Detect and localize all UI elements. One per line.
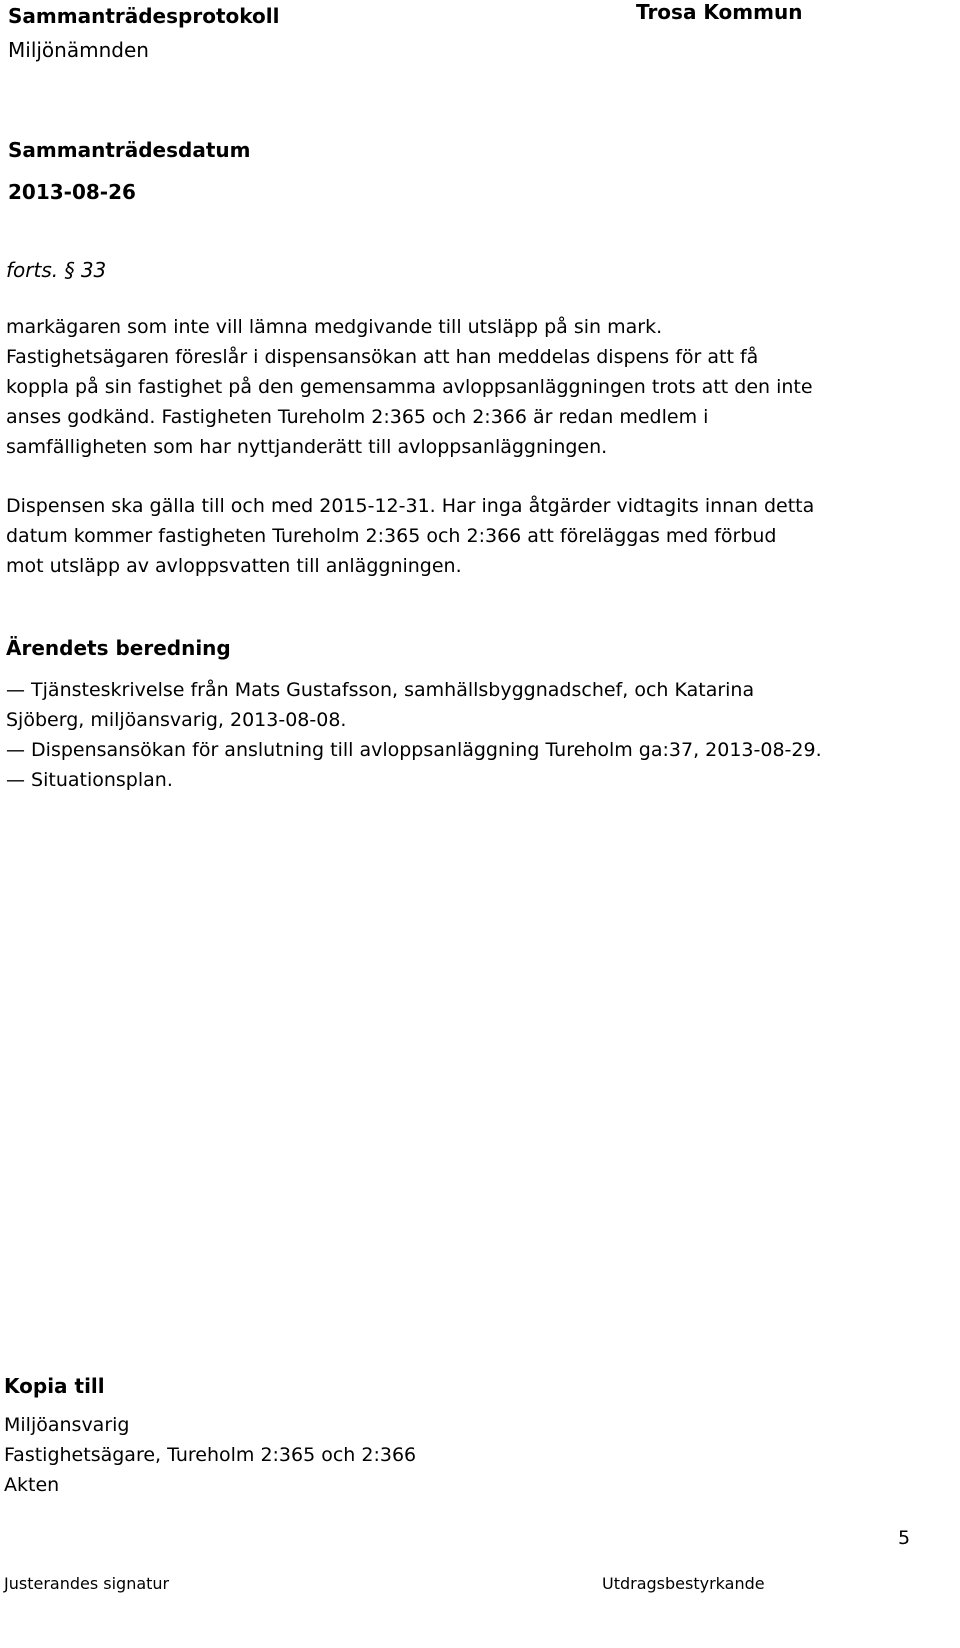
committee-name: Miljönämnden	[8, 38, 149, 62]
meeting-date-label: Sammanträdesdatum	[8, 138, 251, 162]
kopia-heading: Kopia till	[4, 1374, 105, 1398]
organization-name: Trosa Kommun	[636, 0, 803, 24]
paragraph-line: datum kommer fastigheten Tureholm 2:365 och 2:366 att föreläggas med förbud	[6, 525, 777, 547]
paragraph-line: Fastighetsägaren föreslår i dispensansökan att han meddelas dispens för att få	[6, 346, 759, 368]
paragraph-line: samfälligheten som har nyttjanderätt till avloppsanläggningen.	[6, 436, 608, 458]
list-item: — Situationsplan.	[6, 769, 173, 791]
document-type: Sammanträdesprotokoll	[8, 4, 280, 28]
list-item: Sjöberg, miljöansvarig, 2013-08-08.	[6, 709, 347, 731]
list-item: Akten	[4, 1474, 60, 1496]
paragraph-line: markägaren som inte vill lämna medgivande till utsläpp på sin mark.	[6, 316, 663, 338]
footer-signature-label: Justerandes signatur	[4, 1574, 170, 1593]
list-item: — Tjänsteskrivelse från Mats Gustafsson, samhällsbyggnadschef, och Katarina	[6, 679, 755, 701]
list-item: Fastighetsägare, Tureholm 2:365 och 2:366	[4, 1444, 417, 1466]
paragraph-line: anses godkänd. Fastigheten Tureholm 2:365 och 2:366 är redan medlem i	[6, 406, 709, 428]
footer-certification-label: Utdragsbestyrkande	[602, 1574, 765, 1593]
continuation-paragraph-ref: forts. § 33	[6, 258, 107, 282]
list-item: — Dispensansökan för anslutning till avloppsanläggning Tureholm ga:37, 2013-08-29.	[6, 739, 822, 761]
beredning-heading: Ärendets beredning	[6, 636, 231, 660]
paragraph-line: mot utsläpp av avloppsvatten till anläggningen.	[6, 555, 462, 577]
list-item: Miljöansvarig	[4, 1414, 130, 1436]
meeting-date-value: 2013-08-26	[8, 180, 136, 204]
paragraph-line: koppla på sin fastighet på den gemensamma avloppsanläggningen trots att den inte	[6, 376, 813, 398]
page-number: 5	[898, 1527, 911, 1549]
paragraph-line: Dispensen ska gälla till och med 2015-12-31. Har inga åtgärder vidtagits innan detta	[6, 495, 815, 517]
